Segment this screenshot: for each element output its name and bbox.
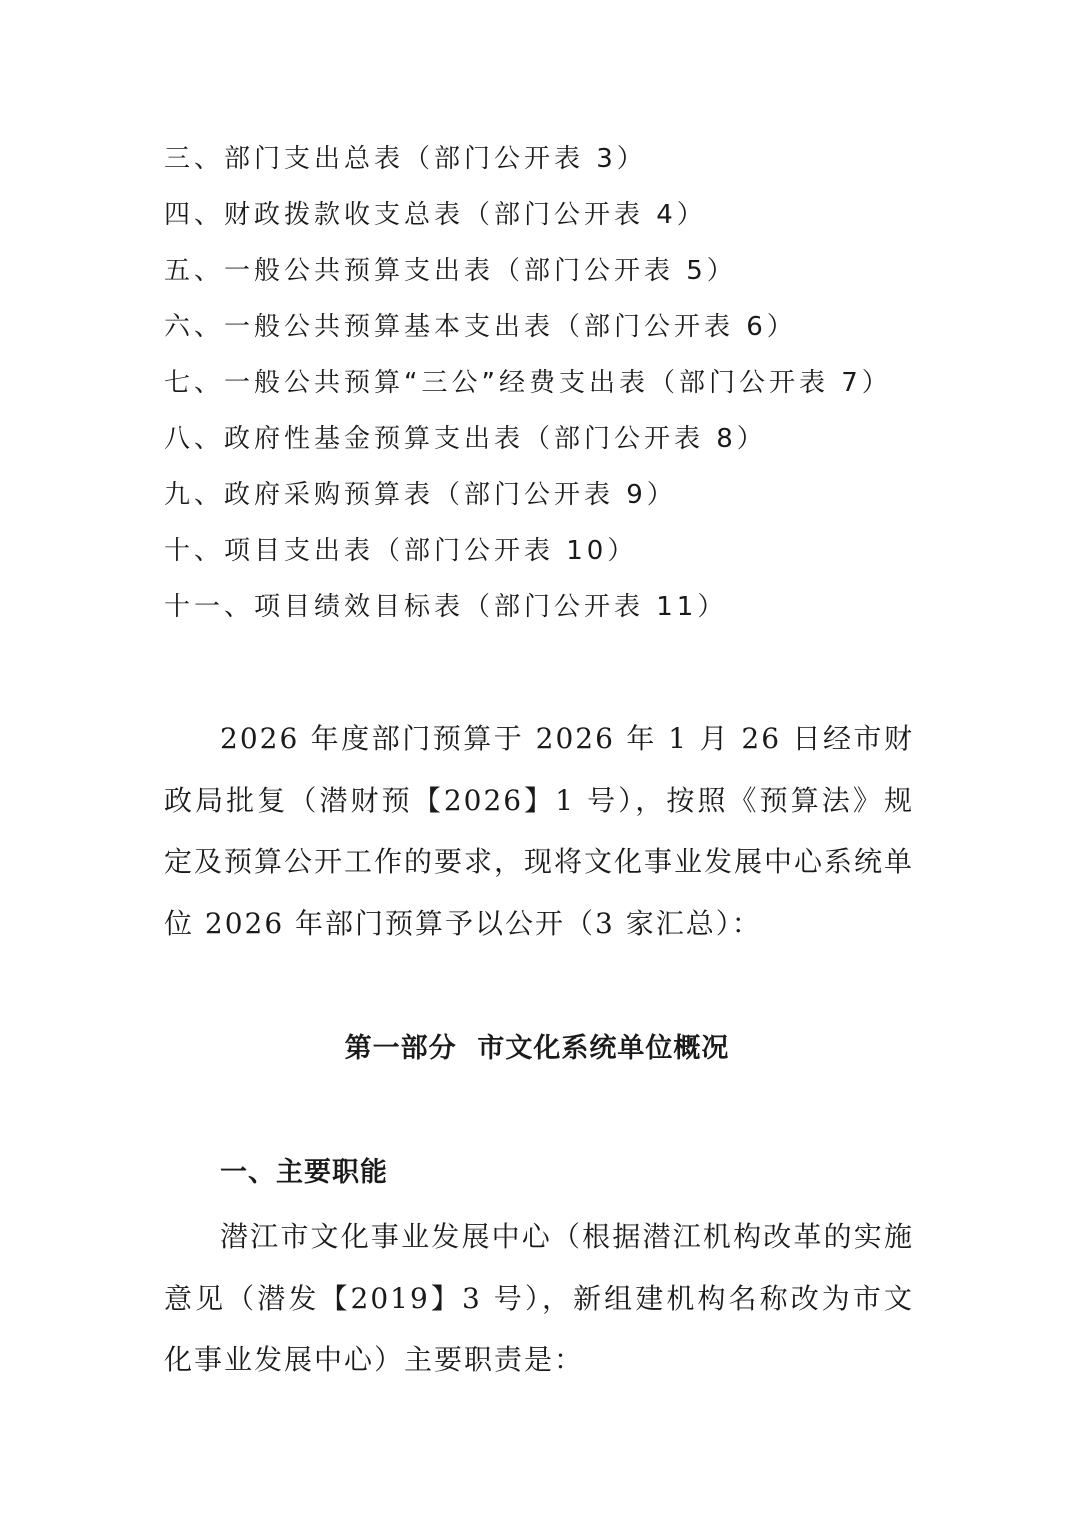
toc-item: 六、一般公共预算基本支出表（部门公开表 6） <box>164 312 797 342</box>
subsection-title: 一、主要职能 <box>220 1157 388 1188</box>
toc-item: 八、政府性基金预算支出表（部门公开表 8） <box>164 424 767 454</box>
intro-paragraph: 2026 年度部门预算于 2026 年 1 月 26 日经市财政局批复（潜财预【2026】1 号），按照《预算法》规定及预算公开工作的要求，现将文化事业发展中心系统单位 2026 年部门预算予以公开（3 家汇总）： <box>164 722 915 941</box>
toc-item: 四、财政拨款收支总表（部门公开表 4） <box>164 200 707 230</box>
toc-item: 十、项目支出表（部门公开表 10） <box>164 536 638 566</box>
duty-paragraph: 潜江市文化事业发展中心（根据潜江机构改革的实施意见（潜发【2019】3 号），新组建机构名称改为市文化事业发展中心）主要职责是： <box>164 1220 914 1377</box>
toc-item: 十一、项目绩效目标表（部门公开表 11） <box>164 592 728 622</box>
toc-item: 五、一般公共预算支出表（部门公开表 5） <box>164 256 737 286</box>
toc-item: 九、政府采购预算表（部门公开表 9） <box>164 480 677 510</box>
table-of-contents <box>164 136 924 640</box>
toc-item: 七、一般公共预算“三公”经费支出表（部门公开表 7） <box>164 368 892 398</box>
toc-item: 三、部门支出总表（部门公开表 3） <box>164 144 647 174</box>
section-title: 第一部分 市文化系统单位概况 <box>344 1033 730 1064</box>
